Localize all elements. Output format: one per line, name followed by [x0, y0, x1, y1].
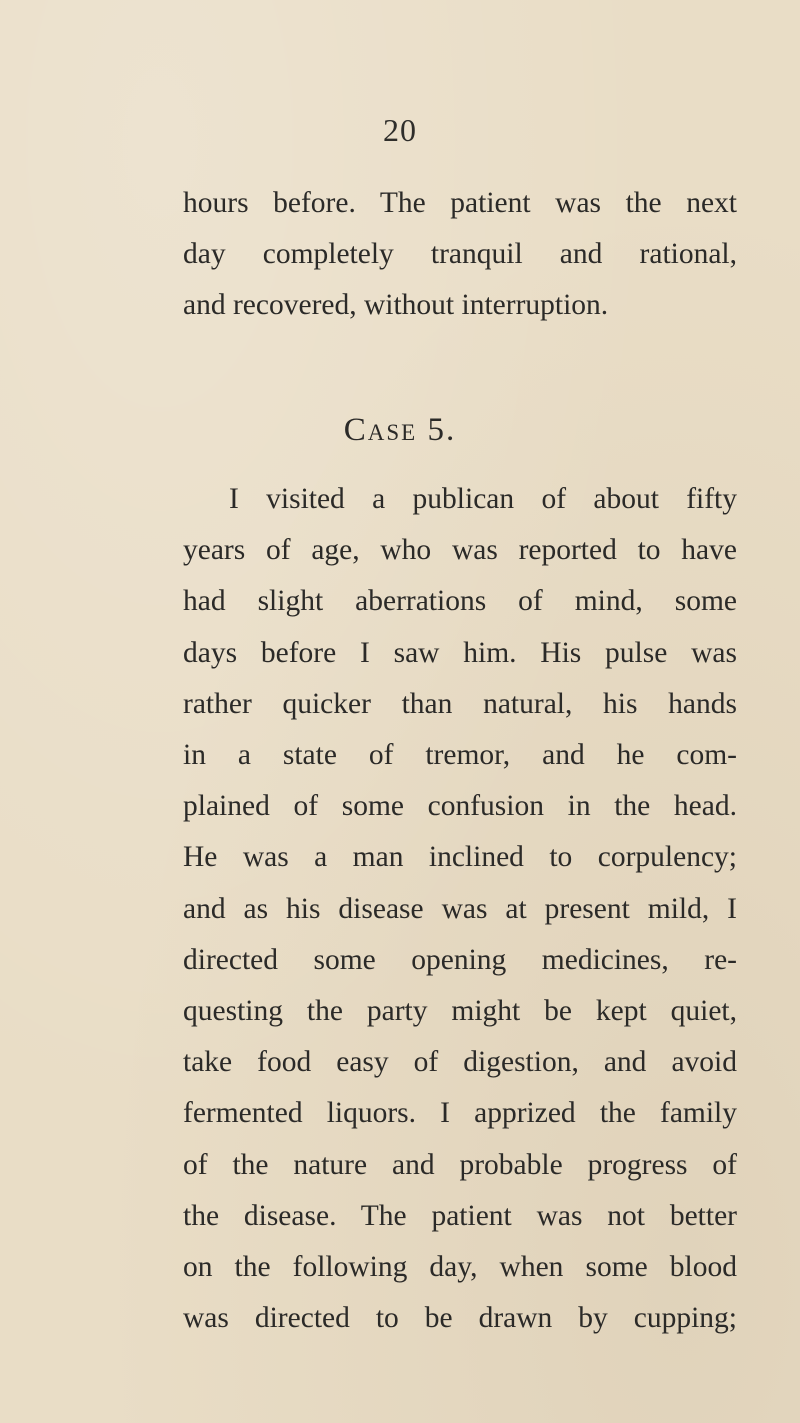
text-line: He was a man inclined to corpulency; [183, 841, 737, 874]
text-line: was directed to be drawn by cupping; [183, 1302, 737, 1335]
text-line: I visited a publican of about fifty [229, 483, 737, 515]
text-line: years of age, who was reported to have [183, 534, 737, 567]
text-line: days before I saw him. His pulse was [183, 636, 737, 669]
text-line: hours before. The patient was the next [183, 187, 737, 219]
text-line: and as his disease was at present mild, I [183, 892, 737, 925]
text-line: take food easy of digestion, and avoid [183, 1046, 737, 1079]
page-number: 20 [383, 112, 417, 148]
text-line: rather quicker than natural, his hands [183, 687, 737, 720]
text-line: the disease. The patient was not better [183, 1199, 737, 1232]
text-line: had slight aberrations of mind, some [183, 585, 737, 618]
case-paragraph [183, 474, 737, 1344]
text-line: plained of some confusion in the head. [183, 790, 737, 823]
paragraph-continuation [183, 178, 737, 332]
text-line: and recovered, without interruption. [183, 289, 609, 322]
text-line: questing the party might be kept quiet, [183, 995, 737, 1028]
text-line: fermented liquors. I apprized the family [183, 1097, 737, 1130]
text-line: directed some opening medicines, re- [183, 943, 737, 976]
text-line: on the following day, when some blood [183, 1251, 737, 1284]
text-line: in a state of tremor, and he com- [183, 739, 737, 772]
text-line: of the nature and probable progress of [183, 1148, 737, 1181]
case-heading: Case 5. [343, 412, 457, 448]
text-line: day completely tranquil and rational, [183, 238, 737, 271]
